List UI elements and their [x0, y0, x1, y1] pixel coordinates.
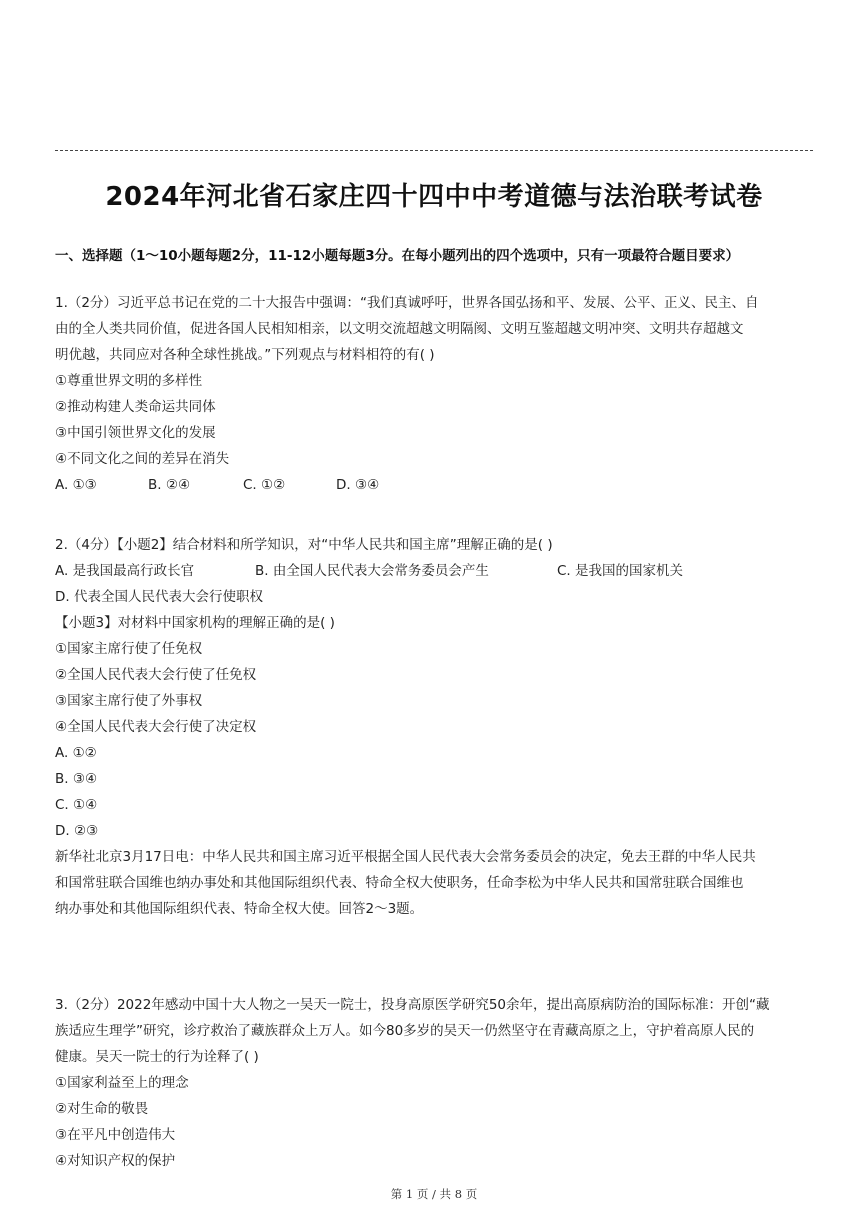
- question-stem: 2.（4分）【小题2】结合材料和所学知识，对“中华人民共和国主席”理解正确的是( ): [55, 537, 553, 553]
- statement-item: ④不同文化之间的差异在消失: [55, 451, 230, 467]
- sub-question-stem: 【小题3】对材料中国家机构的理解正确的是( ): [55, 615, 335, 631]
- option-d: D. ②③: [55, 823, 99, 839]
- question-2: [55, 532, 811, 922]
- question-stem-line: 族适应生理学”研究，诊疗救治了藏族群众上万人。如今80多岁的吴天一仍然坚守在青藏高原之上，守护着高原人民的: [55, 1023, 755, 1039]
- option-c: C. 是我国的国家机关: [557, 563, 684, 579]
- answer-options: [55, 472, 811, 498]
- material-line: 纳办事处和其他国际组织代表、特命全权大使。回答2～3题。: [55, 901, 424, 917]
- question-stem-line: 明优越，共同应对各种全球性挑战。”下列观点与材料相符的有( ): [55, 347, 435, 363]
- question-3: [55, 992, 811, 1174]
- answer-options: [55, 558, 811, 584]
- statement-item: ③在平凡中创造伟大: [55, 1127, 176, 1143]
- option-b: B. ②④: [148, 477, 191, 493]
- section-header: 一、选择题（1～10小题每题2分，11-12小题每题3分。在每小题列出的四个选项中，只有一项最符合题目要求）: [55, 248, 740, 264]
- statement-item: ①国家利益至上的理念: [55, 1075, 189, 1091]
- question-stem-line: 由的全人类共同价值，促进各国人民相知相亲，以文明交流超越文明隔阂、文明互鉴超越文明冲突、文明共存超越文: [55, 321, 744, 337]
- option-d: D. 代表全国人民代表大会行使职权: [55, 589, 263, 605]
- option-a: A. 是我国最高行政长官: [55, 563, 195, 579]
- material-line: 新华社北京3月17日电：中华人民共和国主席习近平根据全国人民代表大会常务委员会的决定，免去王群的中华人民共: [55, 849, 756, 865]
- statement-item: ②推动构建人类命运共同体: [55, 399, 216, 415]
- header-divider: [55, 150, 813, 151]
- statement-item: ④对知识产权的保护: [55, 1153, 176, 1169]
- option-d: D. ③④: [336, 477, 380, 493]
- material-line: 和国常驻联合国维也纳办事处和其他国际组织代表、特命全权大使职务，任命李松为中华人民共和国常驻联合国维也: [55, 875, 744, 891]
- option-b: B. 由全国人民代表大会常务委员会产生: [255, 563, 489, 579]
- option-b: B. ③④: [55, 771, 98, 787]
- statement-item: ②全国人民代表大会行使了任免权: [55, 667, 257, 683]
- statement-item: ④全国人民代表大会行使了决定权: [55, 719, 257, 735]
- question-stem-line: 1.（2分）习近平总书记在党的二十大报告中强调：“我们真诚呼吁，世界各国弘扬和平、发展、公平、正义、民主、自: [55, 295, 759, 311]
- option-a: A. ①③: [55, 477, 97, 493]
- question-stem-line: 健康。吴天一院士的行为诠释了( ): [55, 1049, 259, 1065]
- statement-item: ①国家主席行使了任免权: [55, 641, 203, 657]
- question-1: [55, 290, 811, 498]
- statement-item: ③中国引领世界文化的发展: [55, 425, 216, 441]
- page-title: 2024年河北省石家庄四十四中中考道德与法治联考试卷: [105, 182, 763, 212]
- question-stem-line: 3.（2分）2022年感动中国十大人物之一吴天一院士，投身高原医学研究50余年，提出高原病防治的国际标准：开创“藏: [55, 997, 770, 1013]
- page-number: 第 1 页 / 共 8 页: [390, 1187, 478, 1201]
- statement-item: ③国家主席行使了外事权: [55, 693, 203, 709]
- statement-item: ①尊重世界文明的多样性: [55, 373, 203, 389]
- option-a: A. ①②: [55, 745, 97, 761]
- option-c: C. ①④: [55, 797, 98, 813]
- statement-item: ②对生命的敬畏: [55, 1101, 149, 1117]
- option-c: C. ①②: [243, 477, 286, 493]
